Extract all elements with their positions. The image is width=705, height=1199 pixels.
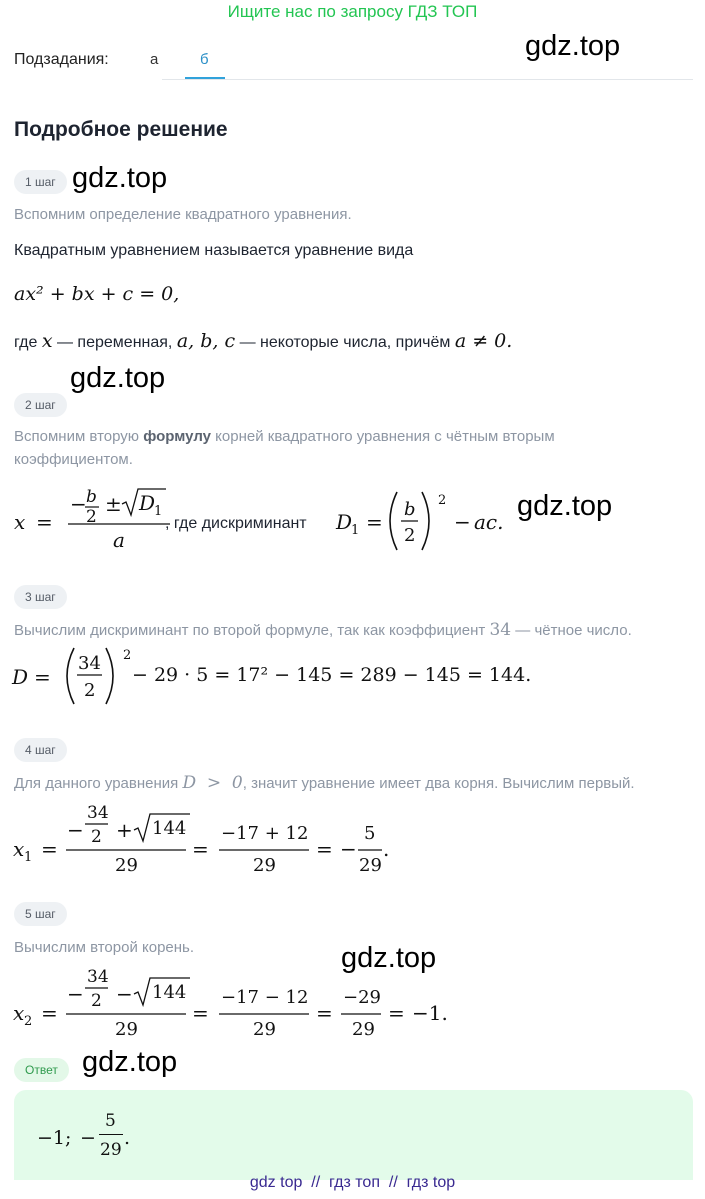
- discriminant-formula: [334, 484, 514, 554]
- svg-text:=: =: [34, 665, 51, 689]
- svg-text:=: =: [192, 1001, 209, 1025]
- svg-text:x: x: [13, 1001, 25, 1025]
- discriminant-label: , где дискриминант: [165, 515, 307, 532]
- svg-text:=: =: [316, 1001, 333, 1025]
- watermark: gdz.top: [72, 162, 168, 194]
- answer-frac-num: 5: [105, 1111, 116, 1131]
- where-mid: — переменная,: [56, 334, 173, 351]
- step-text: Квадратным уравнением называется уравнение вида: [14, 242, 414, 259]
- hint-post: — чётное число.: [515, 622, 632, 639]
- where-pre: где: [14, 334, 38, 351]
- svg-text:2: 2: [24, 1014, 33, 1029]
- svg-text:=: =: [41, 837, 58, 861]
- hint-post: , значит уравнение имеет два корня. Вычислим первый.: [242, 775, 635, 792]
- svg-text:34: 34: [87, 967, 109, 987]
- hint-pre: Вычислим дискриминант по второй формуле, так как коэффициент: [14, 622, 486, 639]
- step-badge: 2 шаг: [14, 393, 67, 417]
- svg-text:−: −: [340, 837, 357, 861]
- svg-text:D: D: [139, 491, 156, 515]
- step-hint: [14, 620, 632, 640]
- watermark: gdz.top: [82, 1046, 178, 1078]
- search-banner[interactable]: Ищите нас по запросу ГДЗ ТОП: [227, 2, 478, 21]
- svg-text:29: 29: [352, 1019, 375, 1040]
- step-hint: Вспомним определение квадратного уравнения.: [14, 206, 352, 223]
- svg-text:2: 2: [438, 493, 447, 508]
- step-hint-line2: коэффициентом.: [14, 451, 133, 468]
- svg-text:±: ±: [105, 492, 122, 516]
- svg-text:ac.: ac.: [474, 510, 504, 534]
- active-tab-indicator: [185, 77, 225, 79]
- svg-text:=: =: [41, 1001, 58, 1025]
- tabs-divider: [162, 79, 693, 80]
- where-abc: a, b, c: [176, 330, 236, 352]
- svg-text:=: =: [192, 837, 209, 861]
- answer-minus: −: [80, 1127, 96, 1149]
- svg-text:+: +: [116, 818, 133, 842]
- watermark: gdz.top: [525, 30, 621, 62]
- svg-text:2: 2: [86, 507, 97, 527]
- svg-text:x: x: [14, 510, 26, 534]
- svg-text:2: 2: [91, 991, 102, 1011]
- step-badge: 1 шаг: [14, 170, 67, 194]
- first-root-formula: [10, 796, 400, 880]
- step-badge: 4 шаг: [14, 738, 67, 762]
- svg-text:34: 34: [78, 653, 101, 674]
- svg-text:−: −: [454, 510, 471, 534]
- svg-text:2: 2: [84, 680, 96, 701]
- svg-text:−: −: [70, 492, 87, 516]
- svg-text:−17 − 12: −17 − 12: [221, 987, 309, 1008]
- answer-frac-line: [99, 1134, 123, 1135]
- svg-text:1: 1: [24, 850, 33, 865]
- svg-text:=: =: [366, 510, 383, 534]
- discriminant-calc-head: [10, 640, 135, 712]
- svg-text:5: 5: [364, 823, 376, 844]
- discriminant-calc: − 29 · 5 = 17² − 145 = 289 − 145 = 144.: [132, 664, 532, 686]
- watermark: gdz.top: [517, 490, 613, 522]
- step-badge: 5 шаг: [14, 902, 67, 926]
- tab-b[interactable]: б: [200, 51, 209, 68]
- svg-text:x: x: [13, 837, 25, 861]
- answer-value: −1;: [37, 1127, 72, 1149]
- svg-text:29: 29: [359, 855, 382, 876]
- hint-number: 34: [489, 620, 512, 640]
- answer-box: [14, 1090, 693, 1180]
- hint-pre: Вспомним вторую: [14, 428, 140, 445]
- svg-text:29: 29: [115, 855, 138, 876]
- hint-post: корней квадратного уравнения с чётным вторым: [215, 428, 555, 445]
- svg-text:.: .: [383, 837, 390, 861]
- where-post: — некоторые числа, причём: [239, 334, 451, 351]
- svg-text:2: 2: [123, 648, 132, 663]
- hint-pre: Для данного уравнения: [14, 775, 179, 792]
- subtasks-label: Подзадания:: [14, 51, 109, 68]
- answer-frac-den: 29: [100, 1140, 122, 1160]
- svg-text:29: 29: [253, 1019, 276, 1040]
- watermark: gdz.top: [70, 362, 166, 394]
- svg-text:29: 29: [253, 855, 276, 876]
- svg-text:1: 1: [154, 504, 163, 519]
- hint-condition: D > 0: [182, 773, 243, 793]
- svg-text:2: 2: [91, 827, 102, 847]
- svg-text:29: 29: [115, 1019, 138, 1040]
- svg-text:=: =: [388, 1001, 405, 1025]
- svg-text:−: −: [67, 982, 84, 1006]
- step-hint: [14, 428, 555, 445]
- root-formula: [10, 478, 185, 554]
- svg-text:−17 + 12: −17 + 12: [221, 823, 309, 844]
- svg-text:−29: −29: [343, 987, 381, 1008]
- svg-text:−1.: −1.: [412, 1001, 448, 1025]
- answer-period: .: [124, 1127, 131, 1149]
- svg-text:144: 144: [152, 818, 187, 839]
- step-hint: [14, 773, 635, 793]
- answer-badge: Ответ: [14, 1058, 69, 1082]
- step-hint: Вычислим второй корень.: [14, 939, 195, 956]
- svg-text:a: a: [113, 528, 125, 552]
- svg-text:−: −: [116, 982, 133, 1006]
- svg-text:D: D: [12, 665, 29, 689]
- second-root-formula: [10, 960, 460, 1044]
- footer-links[interactable]: gdz top // гдз топ // гдз top: [249, 1174, 456, 1191]
- svg-text:=: =: [316, 837, 333, 861]
- watermark: gdz.top: [341, 942, 437, 974]
- svg-text:b: b: [404, 499, 416, 520]
- svg-text:D: D: [336, 510, 353, 534]
- where-cond: a ≠ 0.: [454, 330, 513, 352]
- svg-text:1: 1: [351, 523, 360, 538]
- tab-a[interactable]: а: [150, 51, 159, 68]
- svg-text:34: 34: [87, 803, 109, 823]
- step-badge: 3 шаг: [14, 585, 67, 609]
- svg-text:=: =: [36, 510, 53, 534]
- where-var-x: x: [41, 330, 53, 352]
- solution-heading: Подробное решение: [14, 118, 228, 141]
- step-where-line: [14, 330, 512, 352]
- svg-text:2: 2: [404, 525, 416, 546]
- svg-text:b: b: [86, 487, 97, 507]
- formula-link[interactable]: формулу: [143, 428, 211, 445]
- svg-text:144: 144: [152, 982, 187, 1003]
- quadratic-formula: ax² + bx + c = 0,: [14, 283, 180, 305]
- svg-text:−: −: [67, 818, 84, 842]
